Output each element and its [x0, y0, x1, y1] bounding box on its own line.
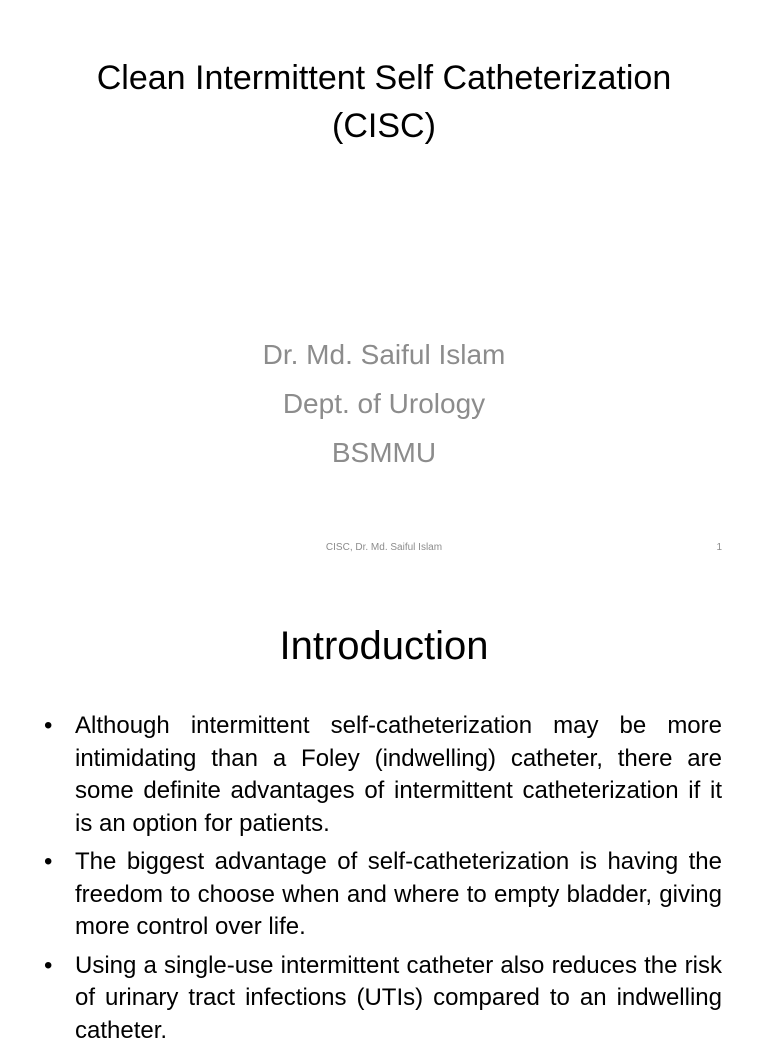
slide-subtitle	[184, 330, 584, 477]
bullet-item	[40, 846, 722, 944]
bullet-text: Although intermittent self-catheterization may be more intimidating than a Foley (indwelling) catheter, there are some definite advantages of intermittent catheterization if it is an option for patients.	[75, 712, 722, 837]
bullet-icon: •	[44, 848, 53, 875]
bullet-item	[40, 950, 722, 1048]
slide-footer: CISC, Dr. Md. Saiful Islam	[325, 542, 443, 553]
department-name: Dept. of Urology	[282, 388, 486, 419]
introduction-heading: Introduction	[279, 624, 489, 668]
slide-title-heading: Clean Intermittent Self Catheterization (CISC)	[96, 59, 672, 145]
bullet-icon: •	[44, 951, 53, 979]
bullet-list	[40, 710, 722, 1053]
bullet-text: Using a single-use intermittent catheter also reduces the risk of urinary tract infections (UTIs) compared to an indwelling catheter.	[75, 951, 722, 1044]
institution-name: BSMMU	[331, 437, 437, 468]
bullet-text: The biggest advantage of self-catheterization is having the freedom to choose when and where to empty bladder, giving more control over life.	[75, 848, 722, 940]
bullet-item	[40, 710, 722, 840]
bullet-icon: •	[44, 712, 53, 739]
author-name: Dr. Md. Saiful Islam	[262, 339, 506, 370]
slide-introduction	[0, 576, 768, 1044]
slide-page-number: 1	[716, 542, 722, 553]
